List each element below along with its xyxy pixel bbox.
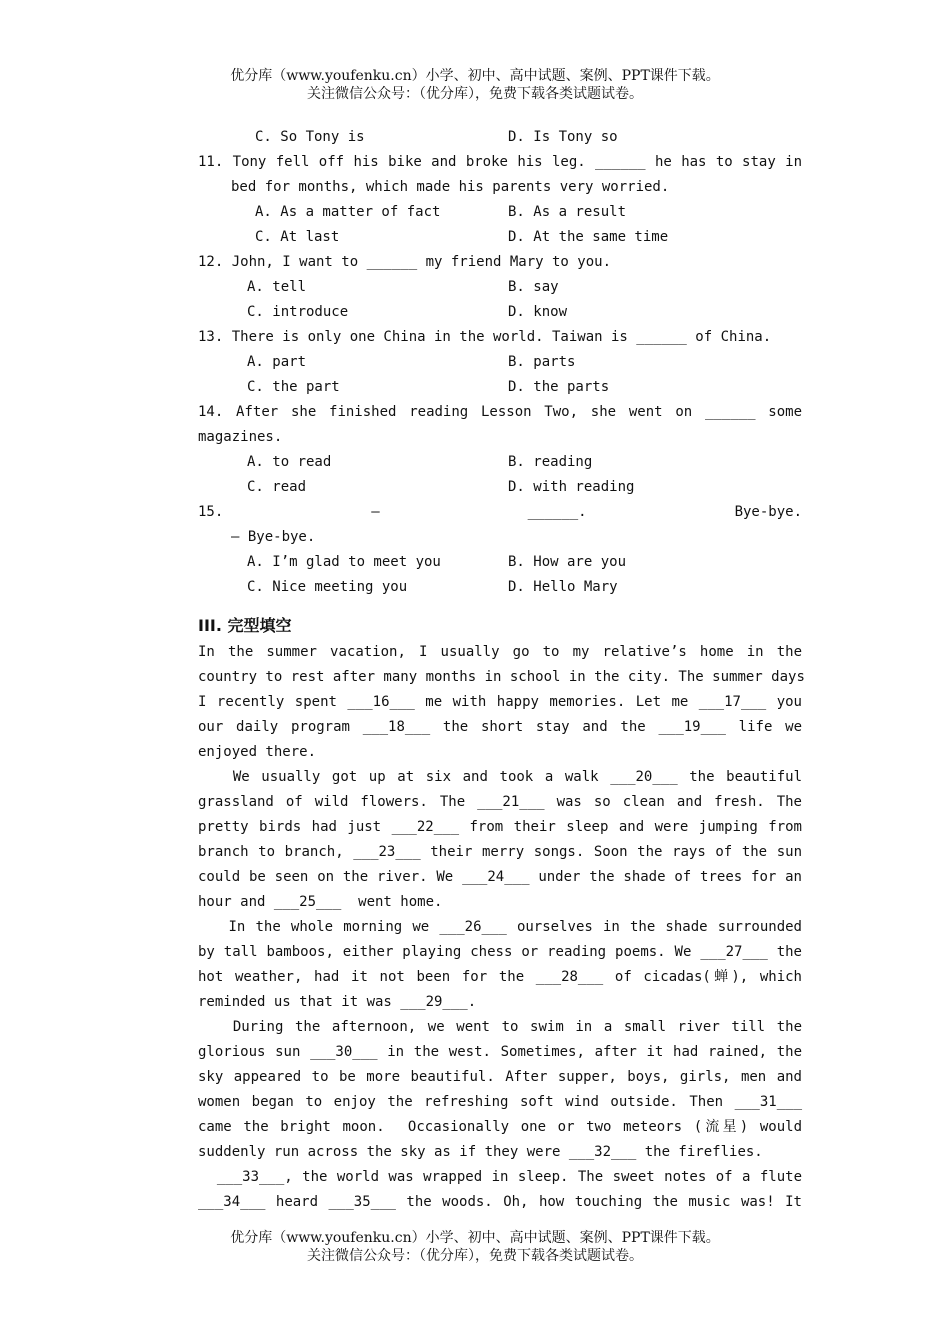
footer-line-2: 关注微信公众号：（优分库），免费下载各类试题试卷。	[307, 1248, 643, 1264]
passage-line: branch to branch, ___23___ their merry songs. Soon the rays of the sun	[198, 844, 802, 860]
question-stem-line: — Bye-bye.	[231, 529, 316, 545]
question-stem-line: magazines.	[198, 429, 283, 445]
passage-line: women began to enjoy the refreshing soft wind outside. Then ___31___	[198, 1094, 802, 1110]
passage-line: by tall bamboos, either playing chess or reading poems. We ___27___ the	[198, 944, 802, 960]
passage-line: reminded us that it was ___29___.	[198, 994, 477, 1010]
option-c[interactable]: C. Nice meeting you	[247, 579, 408, 595]
q10-options	[198, 125, 802, 150]
option-b[interactable]: B. parts	[508, 354, 576, 370]
passage-paragraph	[198, 765, 802, 915]
option-a[interactable]: A. part	[247, 354, 307, 370]
option-c[interactable]: C. read	[247, 479, 307, 495]
question-11	[198, 150, 802, 250]
option-row	[198, 350, 802, 375]
option-a[interactable]: A. to read	[247, 454, 332, 470]
passage-line: enjoyed there.	[198, 744, 317, 760]
option-c[interactable]: C. the part	[247, 379, 340, 395]
question-stem-line: 11. Tony fell off his bike and broke his leg. ______ he has to stay in	[198, 154, 802, 170]
passage-line: country to rest after many months in school in the city. The summer days	[198, 669, 805, 685]
passage-line: hour and ___25___ went home.	[198, 894, 443, 910]
question-stem-line: bed for months, which made his parents very worried.	[231, 179, 670, 195]
passage-line: pretty birds had just ___22___ from their sleep and were jumping from	[198, 819, 802, 835]
q10-option-c: C. So Tony is	[255, 129, 365, 145]
header-line-1: 优分库（www.youfenku.cn）小学、初中、高中试题、案例、PPT课件下载。	[230, 68, 720, 84]
option-d[interactable]: D. know	[508, 304, 568, 320]
passage-line: grassland of wild flowers. The ___21___ was so clean and fresh. The	[198, 794, 802, 810]
question-14	[198, 400, 802, 500]
footer-line-1: 优分库（www.youfenku.cn）小学、初中、高中试题、案例、PPT课件下载。	[230, 1230, 720, 1246]
page-header	[0, 67, 950, 103]
option-row	[198, 300, 802, 325]
cloze-passage	[198, 640, 805, 1215]
option-row	[198, 475, 802, 500]
passage-line: In the whole morning we ___26___ ourselves in the shade surrounded	[198, 919, 802, 935]
question-13	[198, 325, 802, 400]
option-d[interactable]: D. At the same time	[508, 229, 669, 245]
passage-line: glorious sun ___30___ in the west. Sometimes, after it had rained, the	[198, 1044, 802, 1060]
passage-line: ___33___, the world was wrapped in sleep. The sweet notes of a flute	[198, 1169, 802, 1185]
option-row	[198, 375, 802, 400]
option-d[interactable]: D. with reading	[508, 479, 635, 495]
option-row	[198, 575, 802, 600]
passage-line: came the bright moon. Occasionally one or two meteors (流星) would	[198, 1119, 802, 1135]
passage-paragraph	[198, 1015, 802, 1165]
page-footer	[0, 1229, 950, 1265]
passage-line: suddenly run across the sky as if they were ___32___ the fireflies.	[198, 1144, 763, 1160]
option-c[interactable]: C. introduce	[247, 304, 349, 320]
question-stem-line: 15. — ______. Bye-bye.	[198, 504, 802, 520]
option-row	[198, 225, 802, 250]
option-d[interactable]: D. the parts	[508, 379, 610, 395]
option-a[interactable]: A. As a matter of fact	[255, 204, 441, 220]
question-stem-line: 12. John, I want to ______ my friend Mary to you.	[198, 254, 612, 270]
option-d[interactable]: D. Hello Mary	[508, 579, 618, 595]
exam-content	[198, 125, 805, 1215]
passage-line: hot weather, had it not been for the ___28___ of cicadas(蝉), which	[198, 969, 802, 985]
option-row	[198, 200, 802, 225]
option-row	[198, 450, 802, 475]
section-3-title: III. 完型填空	[198, 616, 292, 635]
option-a[interactable]: A. I’m glad to meet you	[247, 554, 441, 570]
question-15	[198, 500, 802, 600]
option-b[interactable]: B. How are you	[508, 554, 627, 570]
header-line-2: 关注微信公众号：（优分库），免费下载各类试题试卷。	[307, 86, 643, 102]
passage-line: our daily program ___18___ the short stay and the ___19___ life we	[198, 719, 802, 735]
passage-line: sky appeared to be more beautiful. After supper, boys, girls, men and	[198, 1069, 802, 1085]
passage-line: In the summer vacation, I usually go to my relative’s home in the	[198, 644, 802, 660]
passage-line: During the afternoon, we went to swim in a small river till the	[198, 1019, 802, 1035]
option-row	[198, 550, 802, 575]
passage-paragraph	[198, 640, 805, 765]
option-b[interactable]: B. reading	[508, 454, 593, 470]
question-list	[198, 150, 802, 600]
question-12	[198, 250, 802, 325]
option-row	[198, 275, 802, 300]
passage-line: We usually got up at six and took a walk ___20___ the beautiful	[198, 769, 802, 785]
option-a[interactable]: A. tell	[247, 279, 307, 295]
passage-line: I recently spent ___16___ me with happy memories. Let me ___17___ you	[198, 694, 802, 710]
option-c[interactable]: C. At last	[255, 229, 340, 245]
option-b[interactable]: B. As a result	[508, 204, 627, 220]
q10-option-d: D. Is Tony so	[508, 129, 618, 145]
passage-line: ___34___ heard ___35___ the woods. Oh, how touching the music was! It	[198, 1194, 802, 1210]
question-stem-line: 13. There is only one China in the world. Taiwan is ______ of China.	[198, 329, 772, 345]
passage-paragraph	[198, 1165, 802, 1215]
passage-paragraph	[198, 915, 802, 1015]
passage-line: could be seen on the river. We ___24___ under the shade of trees for an	[198, 869, 802, 885]
question-stem-line: 14. After she finished reading Lesson Two, she went on ______ some	[198, 404, 802, 420]
option-b[interactable]: B. say	[508, 279, 559, 295]
